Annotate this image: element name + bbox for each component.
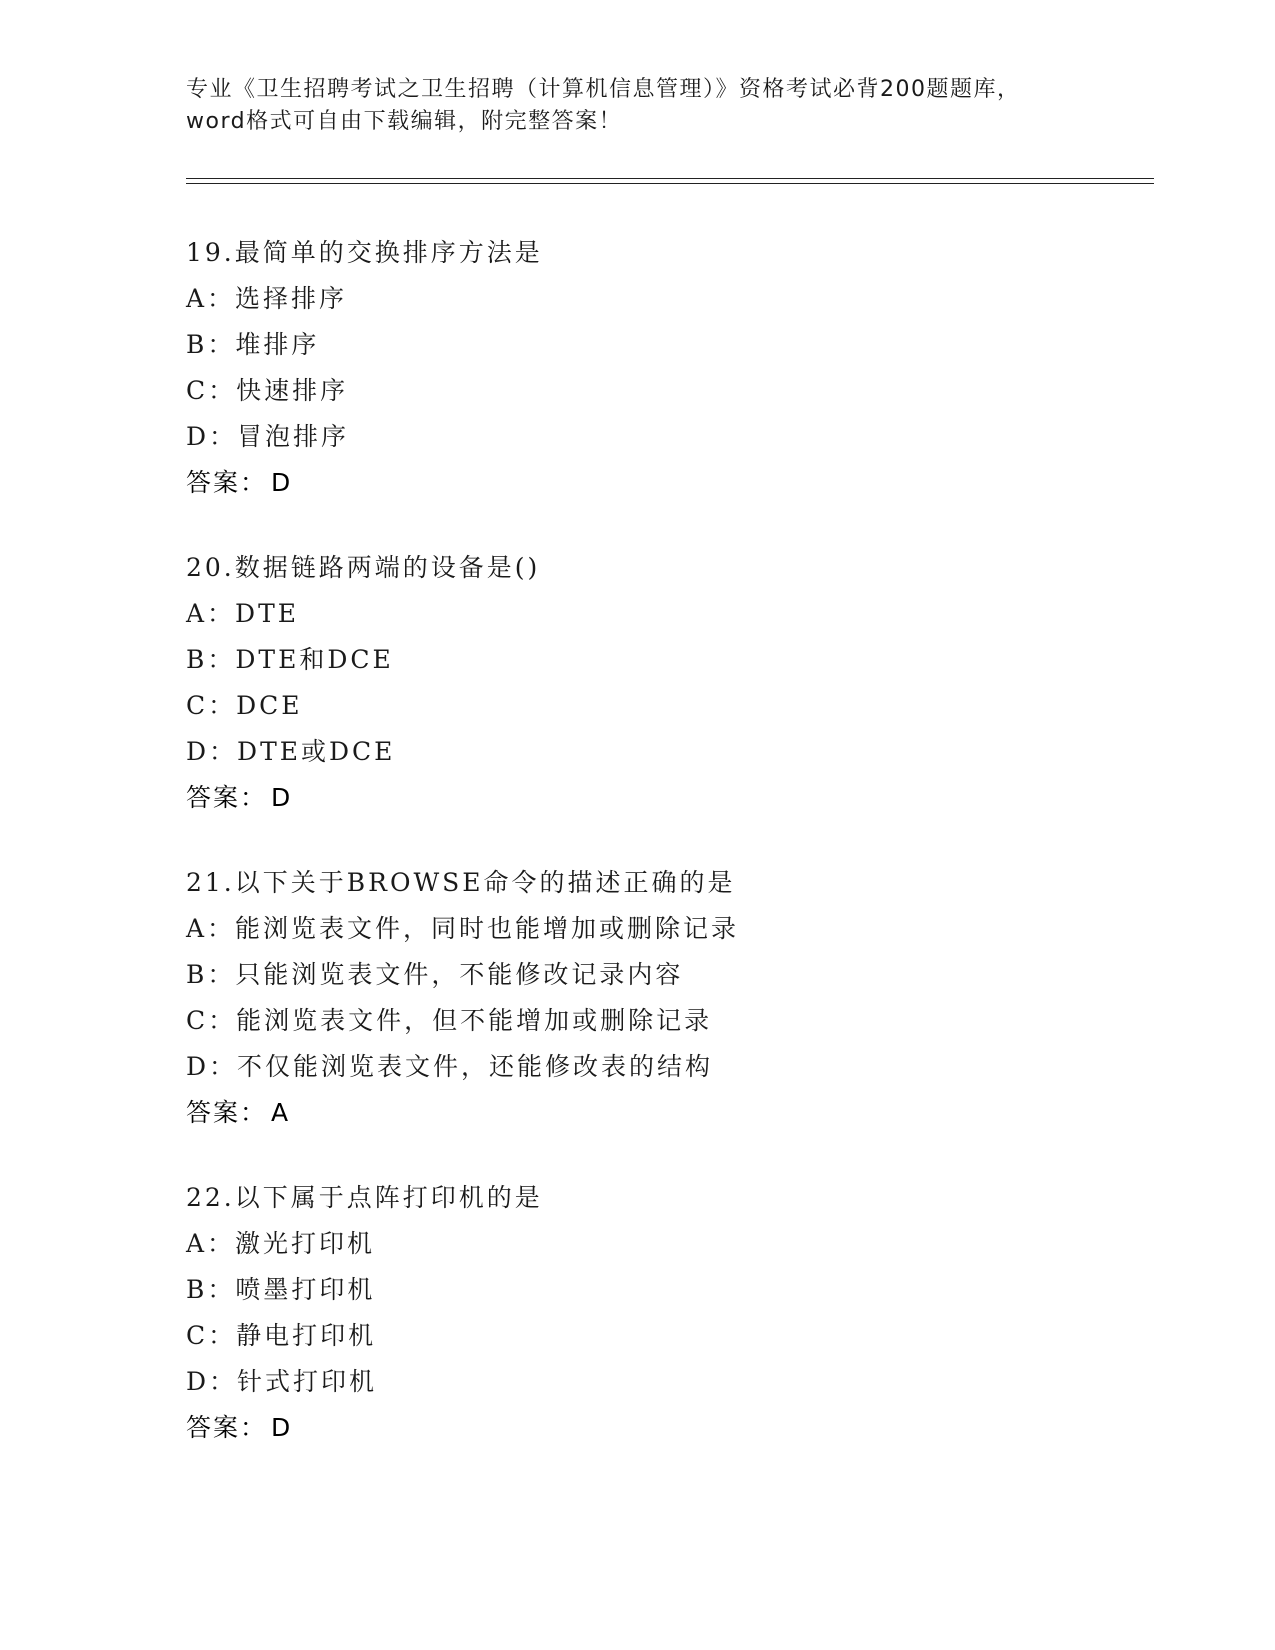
option-c: C：DCE (186, 691, 303, 720)
option-d: D：不仅能浏览表文件，还能修改表的结构 (186, 1052, 714, 1081)
question-title: 20.数据链路两端的设备是() (186, 553, 541, 582)
option-b: B：只能浏览表文件，不能修改记录内容 (186, 960, 684, 989)
option-b: B：喷墨打印机 (186, 1275, 376, 1304)
option-d: D：冒泡排序 (186, 422, 350, 451)
answer-line (186, 1090, 1146, 1136)
question-title: 21.以下关于BROWSE命令的描述正确的是 (186, 868, 736, 897)
option-c: C：能浏览表文件，但不能增加或删除记录 (186, 1006, 713, 1035)
option-b: B：DTE和DCE (186, 645, 394, 674)
header-divider-bottom (186, 183, 1154, 184)
option-a: A：DTE (186, 599, 300, 628)
option-a: A：能浏览表文件，同时也能增加或删除记录 (186, 914, 740, 943)
answer-value: D (271, 1413, 293, 1442)
header-title-line-2: word格式可自由下载编辑，附完整答案！ (186, 109, 623, 134)
answer-label: 答案： (186, 1413, 268, 1442)
answer-value: D (271, 468, 293, 497)
answer-line (186, 460, 1146, 506)
question-title: 22.以下属于点阵打印机的是 (186, 1183, 543, 1212)
question-21 (186, 860, 1146, 1136)
question-19 (186, 230, 1146, 506)
question-title: 19.最简单的交换排序方法是 (186, 238, 543, 267)
option-a: A：激光打印机 (186, 1229, 376, 1258)
header-title-line-1: 专业《卫生招聘考试之卫生招聘（计算机信息管理）》资格考试必背200题题库， (186, 77, 1021, 102)
answer-value: A (271, 1098, 291, 1127)
answer-line (186, 775, 1146, 821)
answer-line (186, 1405, 1146, 1451)
option-c: C：快速排序 (186, 376, 349, 405)
header-divider-top (186, 178, 1154, 179)
option-c: C：静电打印机 (186, 1321, 377, 1350)
option-a: A：选择排序 (186, 284, 348, 313)
option-b: B：堆排序 (186, 330, 320, 359)
question-20 (186, 545, 1146, 821)
option-d: D：针式打印机 (186, 1367, 378, 1396)
answer-label: 答案： (186, 468, 268, 497)
option-d: D：DTE或DCE (186, 737, 396, 766)
document-header (186, 74, 1086, 138)
answer-value: D (271, 783, 293, 812)
answer-label: 答案： (186, 783, 268, 812)
question-22 (186, 1175, 1146, 1451)
answer-label: 答案： (186, 1098, 268, 1127)
